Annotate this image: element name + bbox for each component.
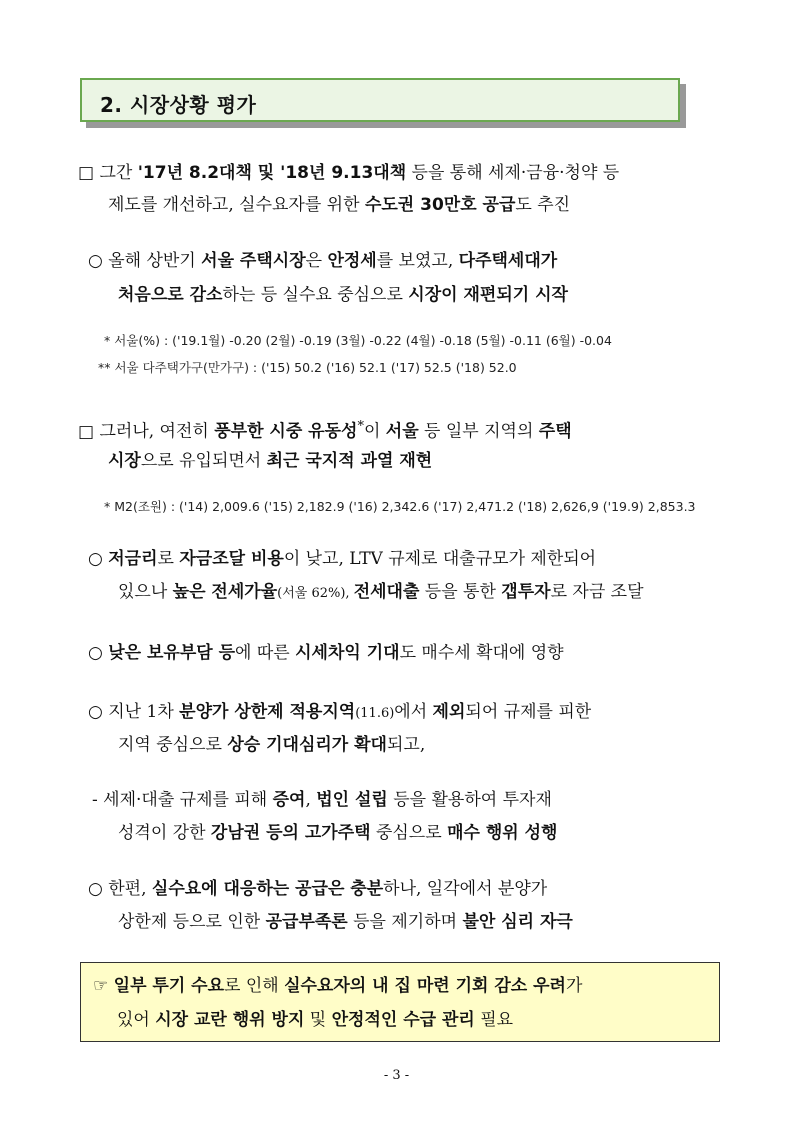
paragraph-7-line-2: 성격이 강한 강남권 등의 고가주택 중심으로 매수 행위 성행 xyxy=(118,823,558,843)
callout-line-2: 있어 시장 교란 행위 방지 및 안정적인 수급 관리 필요 xyxy=(117,1010,514,1030)
paragraph-1-line-2: 제도를 개선하고, 실수요자를 위한 수도권 30만호 공급도 추진 xyxy=(108,195,571,215)
footnote-multi-house: ** 서울 다주택가구(만가구) : ('15) 50.2 ('16) 52.1 ('17) 52.5 ('18) 52.0 xyxy=(98,360,517,375)
circle-bullet-icon: ○ xyxy=(88,251,103,271)
circle-bullet-icon: ○ xyxy=(88,549,103,569)
callout-line-1: ☞ 일부 투기 수요로 인해 실수요자의 내 집 마련 기회 감소 우려가 xyxy=(93,976,583,996)
paragraph-2-line-1: ○ 올해 상반기 서울 주택시장은 안정세를 보였고, 다주택세대가 xyxy=(88,245,557,277)
paragraph-4-line-2: 있으나 높은 전세가율(서울 62%), 전세대출 등을 통한 갭투자로 자금 조달 xyxy=(118,582,644,602)
paragraph-8-line-2: 상한제 등으로 인한 공급부족론 등을 제기하며 불안 심리 자극 xyxy=(118,912,573,932)
footnote-m2: * M2(조원) : ('14) 2,009.6 ('15) 2,182.9 ('16) 2,342.6 ('17) 2,471.2 ('18) 2,626,9 ('19.9) 2,853.3 xyxy=(104,499,696,514)
square-bullet-icon: □ xyxy=(78,421,95,442)
paragraph-3-line-1: □ 그러나, 여전히 풍부한 시중 유동성*이 서울 등 일부 지역의 주택 xyxy=(78,411,572,448)
conclusion-callout xyxy=(80,962,720,1042)
circle-bullet-icon: ○ xyxy=(88,643,103,663)
paragraph-7-line-1: - 세제·대출 규제를 피해 증여, 법인 설립 등을 활용하여 투자재 xyxy=(92,784,552,816)
dash-bullet-icon: - xyxy=(92,790,98,810)
section-title: 2. 시장상황 평가 xyxy=(100,93,257,117)
paragraph-6-line-1: ○ 지난 1차 분양가 상한제 적용지역(11.6)에서 제외되어 규제를 피한 xyxy=(88,696,591,730)
paragraph-4-line-1: ○ 저금리로 자금조달 비용이 낮고, LTV 규제로 대출규모가 제한되어 xyxy=(88,543,596,575)
paragraph-6-line-2: 지역 중심으로 상승 기대심리가 확대되고, xyxy=(118,735,426,755)
circle-bullet-icon: ○ xyxy=(88,702,103,722)
paragraph-2-line-2: 처음으로 감소하는 등 실수요 중심으로 시장이 재편되기 시작 xyxy=(118,285,568,305)
paragraph-5-line-1: ○ 낮은 보유부담 등에 따른 시세차익 기대도 매수세 확대에 영향 xyxy=(88,637,564,669)
section-title-box xyxy=(80,78,680,122)
pointing-hand-icon: ☞ xyxy=(93,976,109,996)
circle-bullet-icon: ○ xyxy=(88,879,103,899)
square-bullet-icon: □ xyxy=(78,163,95,183)
paragraph-3-line-2: 시장으로 유입되면서 최근 국지적 과열 재현 xyxy=(108,451,433,471)
footnote-seoul-price: * 서울(%) : ('19.1월) -0.20 (2월) -0.19 (3월) -0.22 (4월) -0.18 (5월) -0.11 (6월) -0.04 xyxy=(104,333,612,348)
page-number: - 3 - xyxy=(383,1068,410,1083)
paragraph-8-line-1: ○ 한편, 실수요에 대응하는 공급은 충분하나, 일각에서 분양가 xyxy=(88,873,547,905)
paragraph-1-line-1: □ 그간 '17년 8.2대책 및 '18년 9.13대책 등을 통해 세제·금융·청약 등 xyxy=(78,157,619,189)
